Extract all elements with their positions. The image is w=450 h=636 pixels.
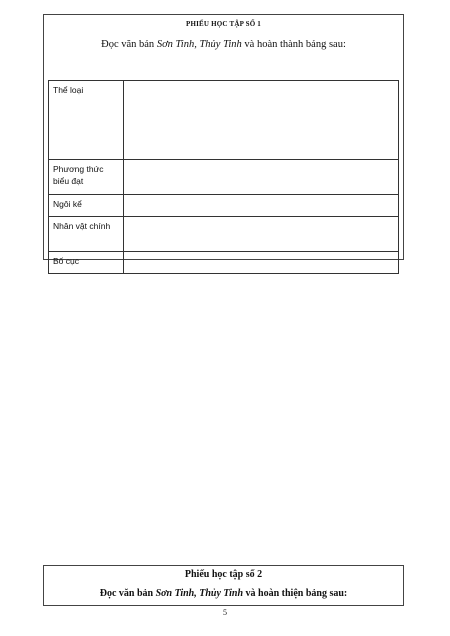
worksheet-1 bbox=[43, 14, 404, 266]
answer-cell-main-characters[interactable] bbox=[124, 217, 399, 252]
instruction-suffix: và hoàn thành bảng sau: bbox=[241, 39, 346, 50]
row-label-narrator: Ngôi kể bbox=[49, 195, 124, 217]
worksheet-1-instruction bbox=[44, 39, 403, 50]
answer-cell-genre[interactable] bbox=[124, 81, 399, 160]
row-label-mode-of-expression: Phương thức biểu đạt bbox=[49, 160, 124, 195]
worksheet-1-table bbox=[48, 80, 399, 274]
table-row bbox=[49, 252, 399, 274]
instruction-prefix: Đọc văn bản bbox=[101, 39, 157, 50]
row-label-main-characters: Nhân vật chính bbox=[49, 217, 124, 252]
row-label-structure: Bố cục bbox=[49, 252, 124, 274]
answer-cell-narrator[interactable] bbox=[124, 195, 399, 217]
instruction-work-title: Sơn Tinh, Thủy Tinh bbox=[155, 588, 244, 599]
table-row bbox=[49, 160, 399, 195]
row-label-genre: Thể loại bbox=[49, 81, 124, 160]
table-row bbox=[49, 81, 399, 160]
worksheet-2 bbox=[43, 565, 404, 606]
instruction-suffix: và hoàn thiện bảng sau: bbox=[243, 588, 348, 599]
table-row bbox=[49, 195, 399, 217]
worksheet-2-title: Phiếu học tập số 2 bbox=[184, 569, 263, 580]
table-row bbox=[49, 217, 399, 252]
answer-cell-structure[interactable] bbox=[124, 252, 399, 274]
worksheet-2-instruction bbox=[44, 588, 403, 599]
instruction-work-title: Sơn Tinh, Thủy Tinh bbox=[156, 39, 242, 50]
worksheet-1-title: PHIẾU HỌC TẬP SỐ 1 bbox=[185, 20, 262, 28]
answer-cell-mode-of-expression[interactable] bbox=[124, 160, 399, 195]
instruction-prefix: Đọc văn bản bbox=[99, 588, 156, 599]
page-number: 5 bbox=[223, 608, 227, 617]
